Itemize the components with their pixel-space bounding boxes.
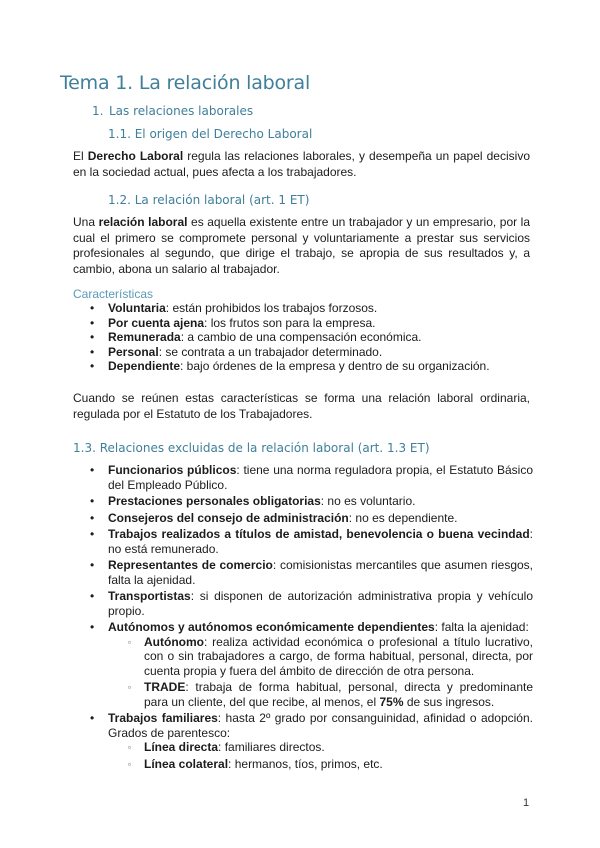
list-item: • Trabajos realizados a títulos de amistad, benevolencia o buena vecindad: no está remunerado.	[90, 527, 533, 556]
sublist-item: ▫ Línea directa: familiares directos.	[128, 740, 325, 754]
paragraph-relacion-ordinaria: Cuando se reúnen estas características se forma una relación laboral ordinaria, regulada por el Estatuto de los Trabajadores.	[73, 391, 530, 421]
section-label: Las relaciones laborales	[109, 104, 254, 118]
bullet-icon: •	[90, 359, 95, 373]
section-heading-1	[92, 104, 253, 118]
bullet-icon: •	[90, 463, 95, 477]
term-derecho-laboral: Derecho Laboral	[87, 149, 184, 163]
subsection-heading-1-1: 1.1. El origen del Derecho Laboral	[108, 127, 313, 141]
term-relacion-laboral: relación laboral	[98, 215, 188, 229]
bullet-icon: •	[90, 589, 95, 603]
square-bullet-icon: ▫	[128, 743, 131, 752]
list-item: • Transportistas: si disponen de autorización administrativa propia y vehículo propio.	[90, 589, 533, 618]
list-item: • Autónomos y autónomos económicamente dependientes: falta la ajenidad: ▫ Autónomo: realiza actividad económica o profesional a título lucrativo, con o sin trabajadores a cargo, de forma habitual, personal, directa, por cuenta propia y fuera del ámbito de dirección de otra persona. ▫ TRADE: trabaja de forma habitual, personal, directa y predominante para un cliente, del que recibe, al menos, el 75% de sus ingresos.	[90, 620, 533, 709]
page-title: Tema 1. La relación laboral	[60, 72, 311, 94]
bullet-icon: •	[90, 494, 95, 508]
sublist-item: ▫ Línea colateral: hermanos, tíos, primos, etc.	[128, 756, 383, 771]
list-item: • Prestaciones personales obligatorias: no es voluntario.	[90, 494, 416, 508]
sublist-item: ▫ TRADE: trabaja de forma habitual, personal, directa y predominante para un cliente, del que recibe, al menos, el 75% de sus ingresos.	[128, 680, 533, 709]
list-item: • Voluntaria: están prohibidos los trabajos forzosos.	[90, 301, 378, 315]
section-number: 1.	[92, 104, 104, 118]
bullet-icon: •	[90, 711, 95, 725]
list-item: • Representantes de comercio: comisionistas mercantiles que asumen riesgos, falta la ajenidad.	[90, 558, 533, 587]
list-item: • Por cuenta ajena: los frutos son para la empresa.	[90, 315, 376, 330]
bullet-icon: •	[90, 301, 95, 315]
excluidas-list	[73, 463, 533, 773]
list-item: • Remunerada: a cambio de una compensación económica.	[90, 330, 422, 344]
list-item: • Trabajos familiares: hasta 2º grado por consanguinidad, afinidad o adopción. Grados de parentesco: ▫ Línea directa: familiares directos. ▫ Línea colateral: hermanos, tíos, primos, etc.	[90, 711, 533, 771]
bullet-icon: •	[90, 620, 95, 634]
list-item: • Funcionarios públicos: tiene una norma reguladora propia, el Estatuto Básico del Empleado Público.	[90, 463, 534, 492]
bullet-icon: •	[90, 315, 95, 330]
list-item: • Consejeros del consejo de administración: no es dependiente.	[90, 510, 458, 525]
bullet-icon: •	[90, 558, 95, 572]
page-number: 1	[523, 797, 530, 809]
paragraph-derecho-laboral: El Derecho Laboral regula las relaciones laborales, y desempeña un papel decisivo en la sociedad actual, pues afecta a los trabajadores.	[73, 149, 530, 179]
familiares-sublist	[108, 740, 533, 771]
bullet-icon: •	[90, 330, 95, 344]
list-item: • Dependiente: bajo órdenes de la empresa y dentro de su organización.	[90, 359, 490, 373]
paragraph-relacion-laboral: Una relación laboral es aquella existente entre un trabajador y un empresario, por la cual el primero se compromete personal y voluntariamente a prestar sus servicios profesionales al segundo, que dirige el trabajo, se apropia de sus resultados y, a cambio, abona un salario al trabajador.	[73, 215, 530, 276]
sublist-item: ▫ Autónomo: realiza actividad económica o profesional a título lucrativo, con o sin trabajadores a cargo, de forma habitual, personal, directa, por cuenta propia y fuera del ámbito de dirección de otra persona.	[128, 634, 533, 678]
square-bullet-icon: ▫	[128, 759, 131, 769]
square-bullet-icon: ▫	[128, 637, 131, 647]
list-item: • Personal: se contrata a un trabajador determinado.	[90, 344, 383, 359]
caracteristicas-heading: Características	[73, 287, 154, 301]
subsection-heading-1-3: 1.3. Relaciones excluidas de la relación laboral (art. 1.3 ET)	[73, 441, 430, 455]
autonomos-sublist	[108, 635, 533, 710]
subsection-heading-1-2: 1.2. La relación laboral (art. 1 ET)	[108, 193, 310, 207]
caracteristicas-list	[73, 301, 533, 374]
bullet-icon: •	[90, 510, 95, 525]
bullet-icon: •	[90, 527, 95, 541]
square-bullet-icon: ▫	[128, 683, 131, 692]
bullet-icon: •	[90, 344, 95, 359]
